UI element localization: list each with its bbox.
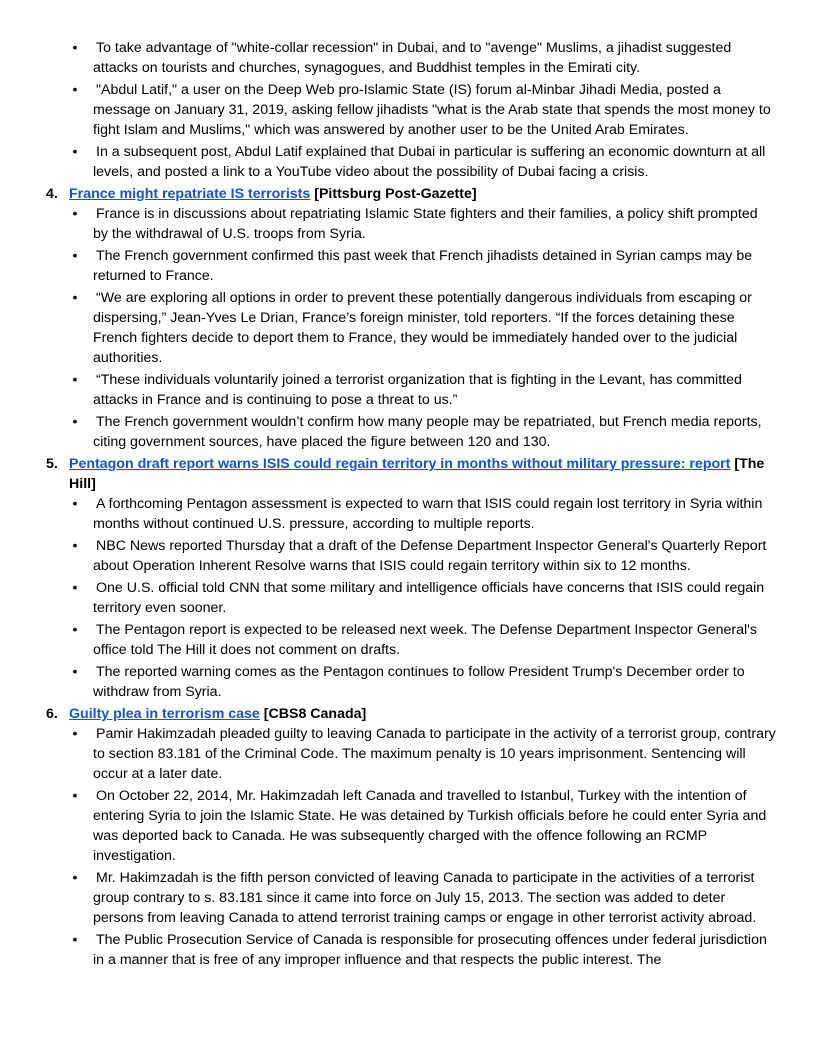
bullet-icon: •	[72, 372, 78, 388]
article-link[interactable]: France might repatriate IS terrorists	[69, 186, 311, 202]
bullet-item	[0, 724, 816, 784]
bullet-item	[0, 578, 816, 618]
bullet-text: The French government confirmed this past week that French jihadists detained in Syrian camps may be returned to France.	[93, 248, 753, 284]
bullet-icon: •	[72, 580, 78, 596]
article-link[interactable]: Pentagon draft report warns ISIS could regain territory in months without military pressure: report	[69, 456, 731, 472]
section-heading	[69, 704, 776, 724]
bullet-item	[0, 288, 816, 368]
bullet-text: On October 22, 2014, Mr. Hakimzadah left Canada and travelled to Istanbul, Turkey with the intention of entering Syria to join the Islamic State. He was detained by Turkish officials before he could enter Syria and was deported back to Canada. He was subsequently charged with the offence following an RCMP investigation.	[93, 788, 767, 864]
bullet-item	[0, 204, 816, 244]
bullet-item	[0, 620, 816, 660]
bullet-item	[0, 142, 816, 182]
news-section	[0, 454, 816, 494]
bullet-item	[0, 412, 816, 452]
bullet-text: The reported warning comes as the Pentagon continues to follow President Trump's December order to withdraw from Syria.	[93, 664, 745, 700]
bullet-text: “We are exploring all options in order to prevent these potentially dangerous individuals from escaping or dispersing,” Jean-Yves Le Drian, France’s foreign minister, told reporters. “If the forces detaining these French fighters decide to deport them to France, they would be immediately handed over to the judicial authorities.	[93, 290, 752, 366]
continued-bullet-list	[0, 38, 816, 182]
bullet-item	[0, 80, 816, 140]
bullet-text: NBC News reported Thursday that a draft of the Defense Department Inspector General's Quarterly Report about Operation Inherent Resolve warns that ISIS could regain territory within six to 12 months.	[93, 538, 767, 574]
bullet-icon: •	[72, 622, 78, 638]
bullet-text: France is in discussions about repatriating Islamic State fighters and their families, a policy shift prompted by the withdrawal of U.S. troops from Syria.	[93, 206, 758, 242]
bullet-icon: •	[72, 538, 78, 554]
bullet-text: The Pentagon report is expected to be released next week. The Defense Department Inspector General's office told The Hill it does not comment on drafts.	[93, 622, 757, 658]
bullet-item	[0, 536, 816, 576]
bullet-text: "Abdul Latif," a user on the Deep Web pro-Islamic State (IS) forum al-Minbar Jihadi Media, posted a message on January 31, 2019, asking fellow jihadists "what is the Arab state that spends the most money to fight Islam and Muslims," which was answered by another user to be the United Arab Emirates.	[93, 82, 771, 138]
bullet-text: In a subsequent post, Abdul Latif explained that Dubai in particular is suffering an economic downturn at all levels, and posted a link to a YouTube video about the possibility of Dubai facing a crisis.	[93, 144, 766, 180]
bullet-icon: •	[72, 726, 78, 742]
section-bullet-list	[0, 724, 816, 970]
bullet-icon: •	[72, 932, 78, 948]
bullet-item	[0, 38, 816, 78]
section-number: 5.	[46, 456, 58, 472]
bullet-icon: •	[72, 248, 78, 264]
article-source: [Pittsburg Post-Gazette]	[314, 186, 477, 202]
bullet-text: A forthcoming Pentagon assessment is expected to warn that ISIS could regain lost territory in Syria within months without continued U.S. pressure, according to multiple reports.	[93, 496, 763, 532]
bullet-item	[0, 930, 816, 970]
bullet-icon: •	[72, 144, 78, 160]
section-heading	[69, 454, 776, 494]
bullet-icon: •	[72, 788, 78, 804]
bullet-text: One U.S. official told CNN that some military and intelligence officials have concerns that ISIS could regain territory even sooner.	[93, 580, 765, 616]
bullet-text: Pamir Hakimzadah pleaded guilty to leaving Canada to participate in the activity of a terrorist group, contrary to section 83.181 of the Criminal Code. The maximum penalty is 10 years imprisonment. Sentencing will occur at a later date.	[93, 726, 776, 782]
bullet-icon: •	[72, 664, 78, 680]
bullet-text: “These individuals voluntarily joined a terrorist organization that is fighting in the Levant, has committed attacks in France and is continuing to pose a threat to us.”	[93, 372, 742, 408]
bullet-item	[0, 868, 816, 928]
bullet-icon: •	[72, 290, 78, 306]
bullet-icon: •	[72, 414, 78, 430]
news-section	[0, 184, 816, 204]
bullet-item	[0, 370, 816, 410]
article-source: [The Hill]	[69, 456, 765, 492]
bullet-icon: •	[72, 206, 78, 222]
bullet-item	[0, 786, 816, 866]
section-number: 4.	[46, 186, 58, 202]
bullet-text: The French government wouldn’t confirm how many people may be repatriated, but French media reports, citing government sources, have placed the figure between 120 and 130.	[93, 414, 762, 450]
article-source: [CBS8 Canada]	[263, 706, 367, 722]
section-number: 6.	[46, 706, 58, 722]
document-body	[0, 38, 816, 972]
bullet-icon: •	[72, 40, 78, 56]
bullet-item	[0, 494, 816, 534]
bullet-text: To take advantage of "white-collar recession" in Dubai, and to "avenge" Muslims, a jihadist suggested attacks on tourists and churches, synagogues, and Buddhist temples in the Emirati city.	[93, 40, 732, 76]
news-section	[0, 704, 816, 724]
bullet-text: The Public Prosecution Service of Canada is responsible for prosecuting offences under federal jurisdiction in a manner that is free of any improper influence and that respects the public interest. The	[93, 932, 767, 968]
bullet-icon: •	[72, 496, 78, 512]
bullet-text: Mr. Hakimzadah is the fifth person convicted of leaving Canada to participate in the activities of a terrorist group contrary to s. 83.181 since it came into force on July 15, 2013. The section was added to deter persons from leaving Canada to attend terrorist training camps or engage in other terrorist activity abroad.	[93, 870, 757, 926]
bullet-item	[0, 662, 816, 702]
bullet-icon: •	[72, 870, 78, 886]
bullet-icon: •	[72, 82, 78, 98]
bullet-item	[0, 246, 816, 286]
section-bullet-list	[0, 204, 816, 452]
section-bullet-list	[0, 494, 816, 702]
article-link[interactable]: Guilty plea in terrorism case	[69, 706, 260, 722]
section-heading	[69, 184, 776, 204]
